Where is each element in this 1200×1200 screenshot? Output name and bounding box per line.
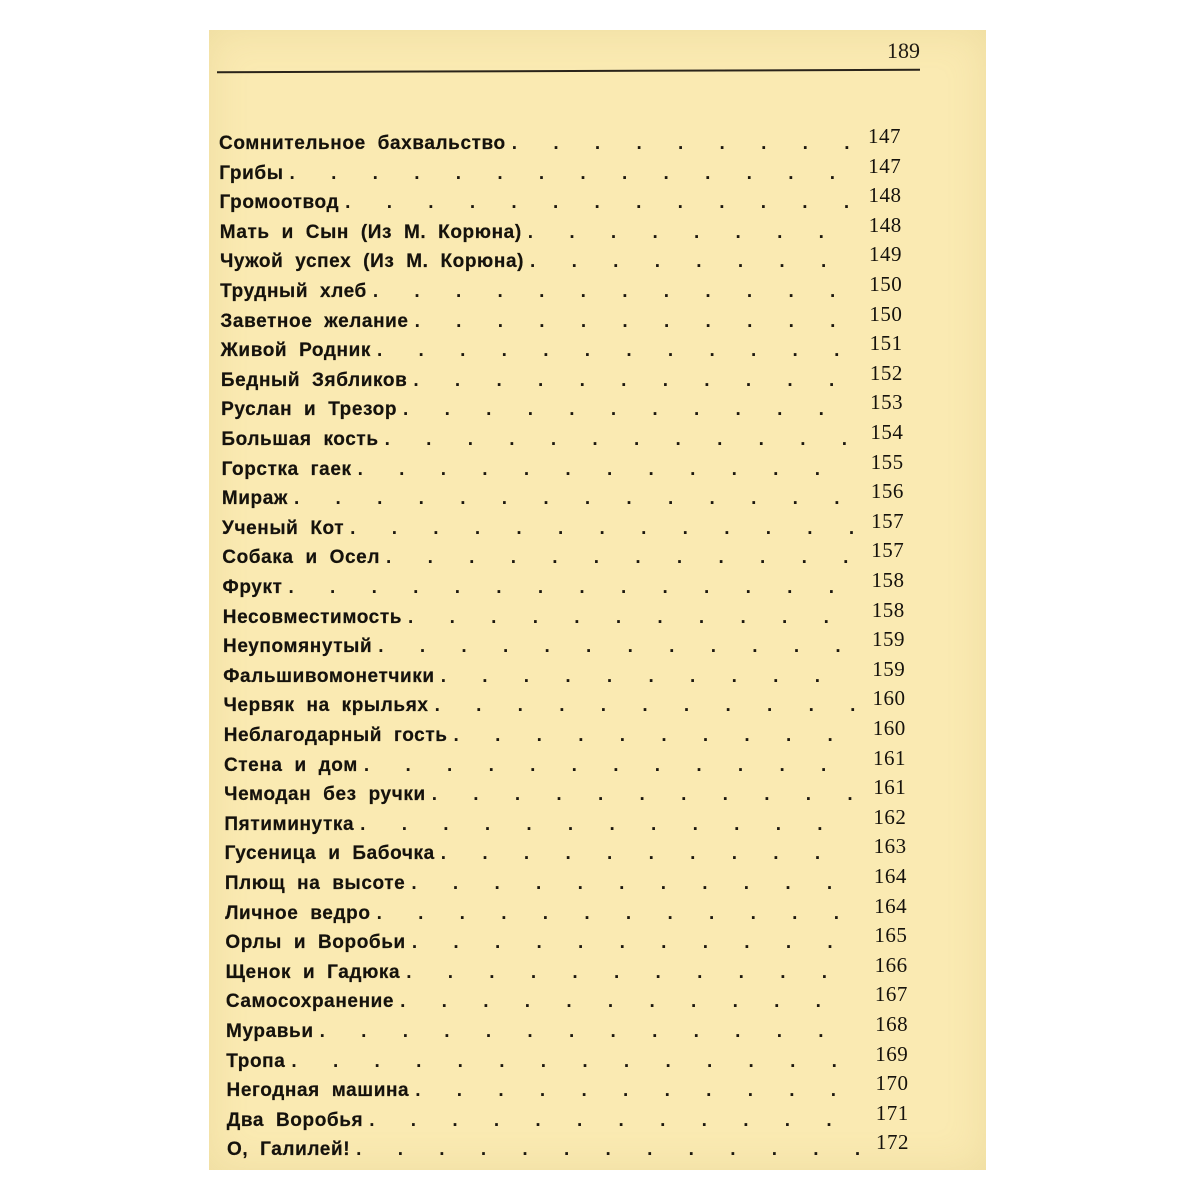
toc-entry-title: Громоотвод [219,192,340,214]
toc-leader-dots [413,370,853,392]
toc-entry [220,303,902,333]
toc-entry-title: Муравьи [226,1021,314,1042]
toc-entry-title: Бедный Зябликов [220,369,408,391]
toc-entry-title: Тропа [226,1050,286,1072]
toc-entry-title: Живой Родник [220,340,371,362]
toc-entry-title: Неблагодарный гость [223,725,448,746]
toc-entry-title: Заветное желание [220,310,409,332]
toc-entry-page: 166 [874,952,908,977]
toc-entry [222,451,904,481]
toc-entry [227,1131,909,1161]
toc-entry [224,717,906,747]
toc-entry-page: 165 [874,923,908,948]
toc-entry [220,243,902,273]
toc-entry [222,510,904,540]
toc-entry-page: 159 [872,656,906,681]
toc-entry [224,806,906,836]
toc-entry [224,747,906,777]
toc-leader-dots [290,163,852,185]
toc-entry-title: О, Галилей! [227,1139,351,1161]
toc-entry [219,184,901,214]
toc-entry [227,1102,909,1132]
toc-leader-dots [411,873,857,895]
toc-entry [221,362,903,392]
toc-entry [225,924,907,954]
toc-leader-dots [350,518,854,540]
toc-entry-page: 150 [869,272,903,296]
toc-entry [226,1013,908,1043]
toc-entry [219,125,901,155]
toc-leader-dots [400,991,858,1013]
toc-entry-title: Руслан и Трезор [221,399,398,421]
toc-entry-page: 150 [869,301,903,326]
toc-entry-title: Неупомянутый [223,636,373,658]
toc-leader-dots [360,814,856,836]
toc-entry-page: 152 [869,360,903,385]
toc-entry-page: 151 [869,331,903,356]
toc-entry-title: Фальшивомонетчики [223,665,435,687]
toc-entry-page: 160 [872,716,906,740]
toc-leader-dots [415,311,853,333]
toc-entry-page: 155 [870,449,904,474]
toc-entry-title: Червяк на крыльях [223,695,429,717]
toc-entry [220,214,902,244]
toc-entry-title: Негодная машина [226,1080,410,1102]
toc-leader-dots [415,1080,858,1102]
toc-entry [222,480,904,510]
toc-leader-dots [403,399,853,421]
toc-leader-dots [294,488,854,510]
toc-entry-title: Личное ведро [225,902,371,924]
toc-entry-title: Орлы и Воробьи [225,932,406,954]
toc-entry-page: 164 [873,864,907,888]
toc-entry-title: Большая кость [221,429,379,450]
toc-entry-title: Собака и Осел [222,547,381,569]
toc-leader-dots [356,1139,859,1161]
toc-entry-title: Самосохранение [225,991,395,1013]
toc-leader-dots [406,962,857,984]
toc-entry [222,539,904,569]
toc-entry-title: Грибы [219,162,284,184]
toc-entry [221,332,903,362]
toc-entry [221,391,903,421]
toc-leader-dots [369,1110,859,1132]
toc-leader-dots [386,547,854,569]
toc-leader-dots [364,755,856,777]
toc-leader-dots [441,843,857,865]
toc-entry-page: 148 [868,212,902,237]
toc-entry-page: 157 [871,508,905,533]
toc-leader-dots [358,459,854,481]
book-page [209,30,986,1170]
toc-entry [223,569,905,599]
toc-entry-title: Пятиминутка [224,813,355,835]
toc-entry-page: 147 [868,153,902,178]
toc-entry-page: 158 [871,568,905,592]
toc-entry-page: 161 [873,775,907,800]
toc-entry-title: Горстка гаек [221,458,352,480]
toc-leader-dots [528,222,852,244]
toc-entry-title: Фрукт [222,577,283,598]
toc-entry-title: Два Воробья [226,1109,364,1131]
toc-entry [224,776,906,806]
toc-entry-page: 171 [875,1100,909,1125]
toc-leader-dots [378,636,855,658]
toc-entry [223,687,905,717]
toc-entry-page: 158 [871,597,905,622]
toc-entry-title: Стена и дом [223,754,358,776]
toc-entry-title: Гусеница и Бабочка [224,843,435,865]
toc-entry-page: 162 [873,804,907,829]
toc-entry-title: Ученый Кот [222,517,345,539]
toc-entry-page: 153 [870,390,904,415]
toc-entry-title: Чужой успех (Из М. Корюна) [219,251,525,273]
toc-leader-dots [320,1021,858,1043]
toc-entry-title: Мать и Сын (Из М. Корюна) [219,221,522,243]
toc-entry-page: 147 [868,124,901,148]
toc-leader-dots [454,725,856,747]
toc-entry-page: 169 [875,1041,909,1066]
toc-leader-dots [373,281,852,303]
toc-entry-page: 149 [868,242,902,267]
toc-entry-title: Мираж [221,488,288,510]
toc-entry-page: 163 [873,834,907,859]
toc-entry [226,983,908,1013]
toc-entry [220,273,902,303]
toc-entry [226,954,908,984]
toc-leader-dots [408,607,855,629]
toc-entry-title: Трудный хлеб [220,281,367,302]
toc-leader-dots [377,903,858,925]
page-number: 189 [887,38,920,63]
toc-leader-dots [377,340,853,362]
toc-leader-dots [291,1051,858,1073]
toc-leader-dots [385,429,854,451]
toc-leader-dots [288,577,854,599]
toc-entry-page: 172 [876,1130,909,1155]
toc-entry [221,421,903,451]
toc-entry-page: 167 [874,982,908,1007]
toc-entry-page: 157 [871,538,905,563]
toc-entry-page: 168 [875,1012,909,1036]
toc-entry-page: 160 [872,686,906,711]
toc-entry [225,865,907,895]
toc-leader-dots [345,192,851,214]
toc-entry [225,895,907,925]
toc-entry-page: 164 [874,893,908,918]
toc-entry [219,155,901,185]
toc-entry-title: Сомнительное бахвальство [219,133,506,154]
toc-entry [223,599,905,629]
toc-leader-dots [412,932,858,954]
toc-entry [223,628,905,658]
toc-leader-dots [512,133,851,155]
toc-entry-title: Щенок и Гадюка [225,961,401,983]
toc-leader-dots [435,695,856,717]
toc-entry-page: 170 [875,1071,909,1096]
toc-entry-page: 154 [870,420,904,444]
toc-leader-dots [441,666,856,688]
toc-leader-dots [432,784,856,806]
toc-entry [225,835,907,865]
toc-entry-title: Несовместимость [222,606,403,628]
toc-entry-page: 156 [870,479,904,504]
toc-entry-title: Чемодан без ручки [224,784,426,806]
toc-entry [227,1072,909,1102]
toc-leader-dots [530,251,852,273]
toc-entry-page: 148 [868,183,902,208]
toc-entry-title: Плющ на высоте [224,873,406,894]
table-of-contents [209,30,986,1170]
toc-entry-page: 161 [872,745,906,770]
toc-entry [223,658,905,688]
toc-entry-page: 159 [872,627,905,652]
toc-entry [226,1043,908,1073]
